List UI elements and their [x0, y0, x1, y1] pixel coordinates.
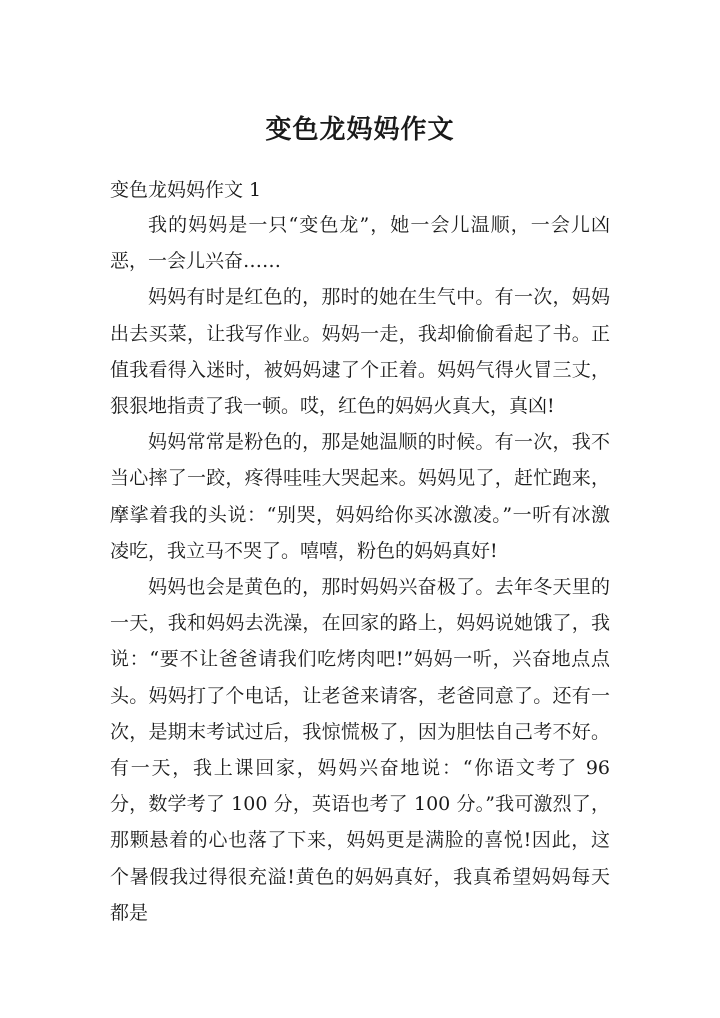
document-title: 变色龙妈妈作文 [265, 115, 455, 145]
essay-subtitle: 变色龙妈妈作文 1 [110, 179, 262, 201]
paragraph: 妈妈也会是黄色的，那时妈妈兴奋极了。去年冬天里的一天，我和妈妈去洗澡，在回家的路上，妈妈说她饿了，我说：“要不让爸爸请我们吃烤肉吧!”妈妈一听，兴奋地点点头。妈妈打了个电话，让老爸来请客，老爸同意了。还有一次，是期末考试过后，我惊慌极了，因为胆怯自己考不好。有一天，我上课回家，妈妈兴奋地说：“你语文考了 96 分，数学考了 100 分，英语也考了 100 分。”我可激烈了，那颗悬着的心也落了下来，妈妈更是满脸的喜悦!因此，这个暑假我过得很充溢!黄色的妈妈真好，我真希望妈妈每天都是 [110, 576, 610, 924]
paragraph: 妈妈常常是粉色的，那是她温顺的时候。有一次，我不当心摔了一跤，疼得哇哇大哭起来。妈妈见了，赶忙跑来，摩挲着我的头说：“别哭，妈妈给你买冰激凌。”一听有冰激凌吃，我立马不哭了。嘻嘻，粉色的妈妈真好! [110, 431, 610, 562]
paragraph: 妈妈有时是红色的，那时的她在生气中。有一次，妈妈出去买菜，让我写作业。妈妈一走，我却偷偷看起了书。正值我看得入迷时，被妈妈逮了个正着。妈妈气得火冒三丈，狠狠地指责了我一顿。哎，红色的妈妈火真大，真凶! [110, 286, 610, 418]
paragraph: 我的妈妈是一只“变色龙”，她一会儿温顺，一会儿凶恶，一会儿兴奋…… [110, 214, 610, 273]
essay-body [110, 207, 610, 931]
